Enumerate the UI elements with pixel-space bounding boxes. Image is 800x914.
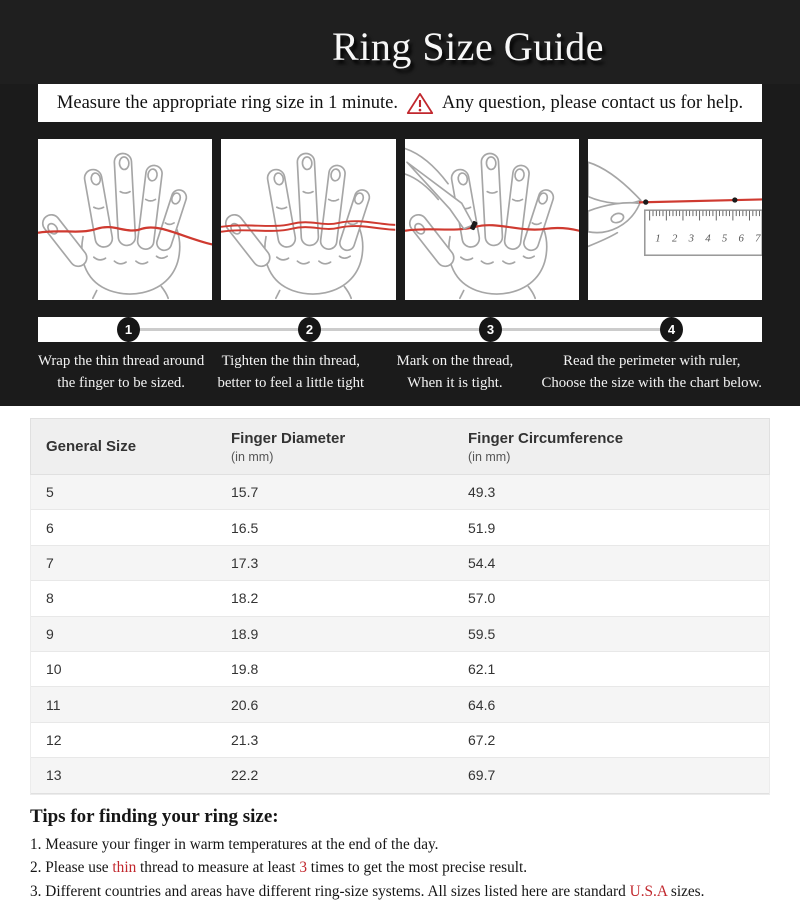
table-row xyxy=(31,617,769,652)
hand-with-pen-marking-thread-illustration xyxy=(405,139,579,300)
cell-general-size: 13 xyxy=(46,767,62,784)
cell-finger-diameter: 20.6 xyxy=(231,696,259,713)
cell-general-size: 11 xyxy=(46,696,61,713)
tip-item: 2. Please use thin thread to measure at least 3 times to get the most precise result. xyxy=(30,859,528,877)
ring-size-table xyxy=(30,418,770,795)
title-band xyxy=(0,0,800,84)
red-thread xyxy=(639,199,762,202)
svg-text:4: 4 xyxy=(704,232,711,245)
cell-general-size: 8 xyxy=(46,590,54,607)
table-row xyxy=(31,652,769,687)
warning-triangle-icon xyxy=(406,91,434,116)
cell-finger-circumference: 59.5 xyxy=(468,625,496,642)
table-row xyxy=(31,475,769,510)
page-title: Ring Size Guide xyxy=(332,24,604,69)
column-header-finger-circumference: Finger Circumference (in mm) xyxy=(468,429,624,464)
thread-mark-dot-right xyxy=(732,197,737,202)
step-circle-2: 2 xyxy=(298,317,321,342)
step3-panel xyxy=(405,139,579,300)
cell-general-size: 6 xyxy=(46,519,54,536)
cell-general-size: 10 xyxy=(46,661,62,678)
tip-item: 1. Measure your finger in warm temperatures at the end of the day. xyxy=(30,835,439,853)
table-row xyxy=(31,581,769,616)
cell-finger-circumference: 49.3 xyxy=(468,484,496,501)
cell-finger-circumference: 62.1 xyxy=(468,661,496,678)
step1-panel xyxy=(38,139,212,300)
tips-list xyxy=(30,833,770,904)
notice-bar xyxy=(38,84,762,122)
cell-finger-circumference: 51.9 xyxy=(468,519,496,536)
table-header xyxy=(30,418,770,475)
thread-mark-dot-left xyxy=(643,199,648,204)
table-body xyxy=(30,475,770,795)
thread-measured-on-ruler-illustration xyxy=(588,139,762,300)
highlighted-text: 3 xyxy=(299,859,307,877)
table-row xyxy=(31,510,769,545)
svg-text:7: 7 xyxy=(754,232,761,245)
cell-general-size: 7 xyxy=(46,554,54,571)
highlighted-text: thin xyxy=(112,859,137,877)
cell-general-size: 12 xyxy=(46,731,62,748)
highlighted-text: U.S.A xyxy=(629,882,668,900)
tips-section xyxy=(30,806,770,904)
step3-caption: Mark on the thread, When it is tight. xyxy=(396,353,514,391)
cell-finger-diameter: 21.3 xyxy=(231,731,259,748)
cell-finger-circumference: 67.2 xyxy=(468,731,496,748)
cell-general-size: 9 xyxy=(46,625,54,642)
cell-finger-circumference: 69.7 xyxy=(468,767,496,784)
instruction-panels xyxy=(38,139,762,300)
column-header-finger-diameter: Finger Diameter (in mm) xyxy=(231,429,346,464)
table-row xyxy=(31,687,769,722)
cell-general-size: 5 xyxy=(46,484,54,501)
column-header-general-size: General Size xyxy=(46,438,137,455)
table-row xyxy=(31,723,769,758)
step4-caption: Read the perimeter with ruler, Choose the size with the chart below. xyxy=(541,353,763,391)
cell-finger-diameter: 17.3 xyxy=(231,554,259,571)
cell-finger-diameter: 15.7 xyxy=(231,484,259,501)
hand-with-thread-wrapped-illustration xyxy=(38,139,212,300)
cell-finger-circumference: 57.0 xyxy=(468,590,496,607)
step-progress-bar xyxy=(38,317,762,342)
svg-text:1: 1 xyxy=(655,232,661,245)
step1-caption: Wrap the thin thread around the finger to be sized. xyxy=(38,353,205,391)
pinched-fingers xyxy=(588,162,641,246)
table-row xyxy=(31,546,769,581)
step4-panel xyxy=(588,139,762,300)
step2-panel xyxy=(221,139,395,300)
step-circle-4: 4 xyxy=(660,317,683,342)
step-circle-3: 3 xyxy=(479,317,502,342)
svg-text:3: 3 xyxy=(688,232,694,245)
notice-text-after: Any question, please contact us for help. xyxy=(442,92,744,113)
guide-dark-section xyxy=(0,0,800,406)
cell-finger-circumference: 54.4 xyxy=(468,554,496,571)
tips-title: Tips for finding your ring size: xyxy=(30,805,279,827)
svg-text:2: 2 xyxy=(671,232,678,245)
step-captions xyxy=(38,350,762,394)
notice-text-before: Measure the appropriate ring size in 1 minute. xyxy=(56,92,399,113)
svg-text:6: 6 xyxy=(738,232,744,245)
table-row xyxy=(31,758,769,793)
cell-finger-diameter: 19.8 xyxy=(231,661,259,678)
step-circle-1: 1 xyxy=(117,317,140,342)
hand-with-thread-tightened-illustration xyxy=(221,139,395,300)
step2-caption: Tighten the thin thread, better to feel a little tight xyxy=(217,353,365,391)
cell-finger-diameter: 18.2 xyxy=(231,590,259,607)
ruler xyxy=(645,210,762,255)
tip-item: 3. Different countries and areas have different ring-size systems. All sizes listed here are standard U.S.A sizes. xyxy=(30,882,705,900)
cell-finger-diameter: 22.2 xyxy=(231,767,259,784)
svg-text:5: 5 xyxy=(721,232,727,245)
cell-finger-diameter: 18.9 xyxy=(231,625,259,642)
cell-finger-circumference: 64.6 xyxy=(468,696,496,713)
cell-finger-diameter: 16.5 xyxy=(231,519,259,536)
